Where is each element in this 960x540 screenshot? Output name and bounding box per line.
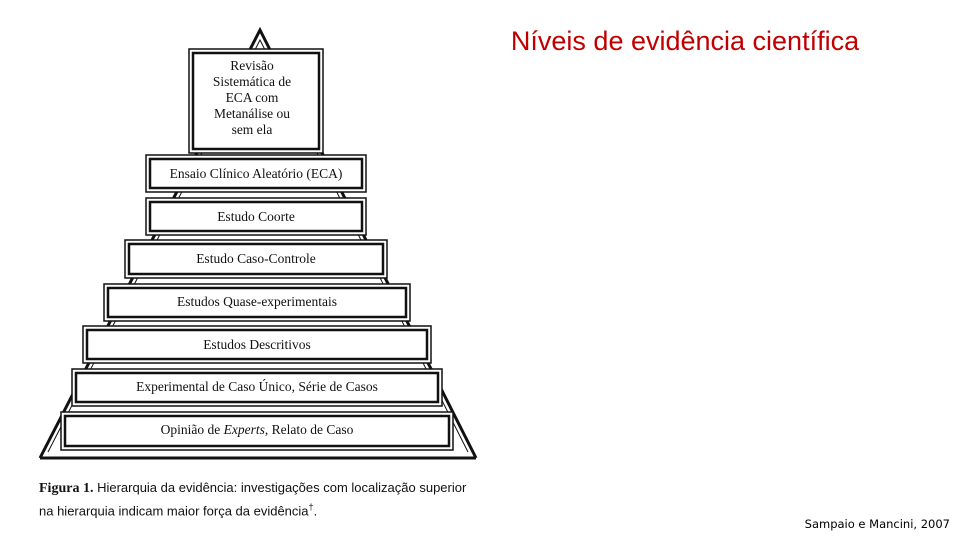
pyramid-level <box>61 412 453 450</box>
pyramid-level-label: Estudos Descritivos <box>203 337 311 352</box>
pyramid-level <box>146 198 366 235</box>
pyramid-top-line: Revisão <box>230 58 274 73</box>
pyramid-level-top <box>189 49 323 153</box>
pyramid-level-label: Ensaio Clínico Aleatório (ECA) <box>169 166 343 181</box>
figure-caption <box>39 478 484 520</box>
pyramid-top-line: Metanálise ou <box>213 106 291 121</box>
figure-caption-end: . <box>313 503 318 519</box>
slide-title: Níveis de evidência científica <box>510 26 860 56</box>
pyramid-level <box>146 155 366 192</box>
pyramid-level <box>104 284 410 321</box>
figure-caption-text: Hierarquia da evidência: investigações com localização superior na hierarquia indicam maior força da evidência <box>39 480 467 519</box>
pyramid-level <box>125 240 387 278</box>
pyramid-level-label: Estudo Coorte <box>217 209 295 224</box>
pyramid-level <box>83 326 431 363</box>
pyramid-level-label: Estudos Quase-experimentais <box>176 294 338 309</box>
pyramid-level-label: Estudo Caso-Controle <box>196 251 316 266</box>
source-credit: Sampaio e Mancini, 2007 <box>804 517 950 531</box>
pyramid-level-label: Opinião de Experts, Relato de Caso <box>160 422 354 437</box>
pyramid-top-line: sem ela <box>231 122 273 137</box>
pyramid-top-line: ECA com <box>225 90 279 105</box>
figure-caption-label: Figura 1. <box>39 481 94 496</box>
pyramid-top-line: Sistemática de <box>212 74 292 89</box>
figure-caption-mark: † <box>308 502 314 512</box>
pyramid-level <box>72 369 442 406</box>
pyramid-level-label: Experimental de Caso Único, Série de Casos <box>136 379 378 394</box>
